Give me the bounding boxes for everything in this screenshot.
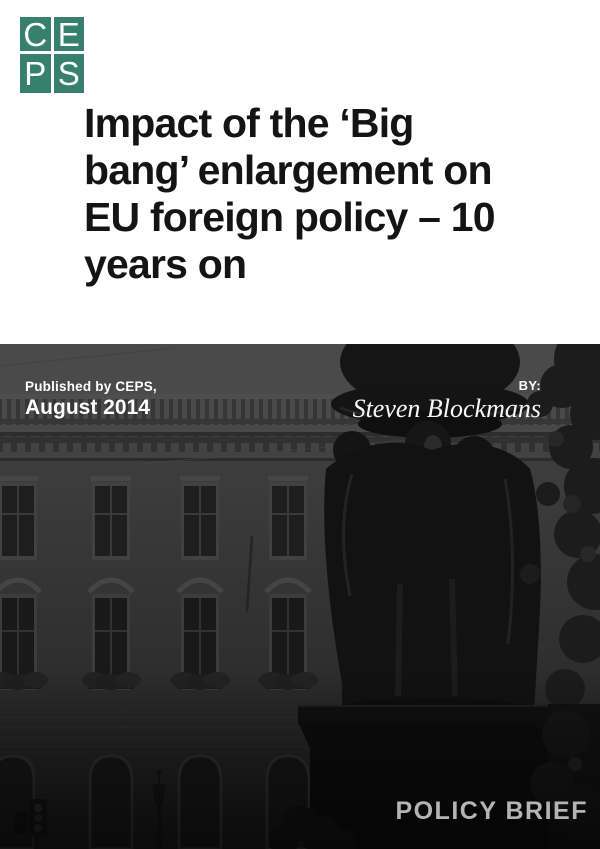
cover-title	[84, 100, 574, 288]
title-line-4: years on	[84, 241, 247, 287]
ceps-logo	[20, 17, 84, 93]
title-line-1: Impact of the ‘Big	[84, 100, 414, 146]
title-line-2: bang’ enlargement on	[84, 147, 492, 193]
publication-date: August 2014	[25, 396, 150, 419]
window	[0, 476, 38, 560]
logo-letter-e: E	[54, 17, 85, 51]
window	[91, 476, 131, 560]
author-name: Steven Blockmans	[352, 394, 541, 423]
logo-letter-s: S	[54, 54, 85, 93]
window	[180, 476, 220, 560]
published-by: Published by CEPS,	[25, 379, 157, 394]
policy-brief-banner: POLICY BRIEF	[395, 797, 588, 825]
publication-info	[25, 379, 157, 420]
window	[268, 476, 308, 560]
cover-photo	[0, 344, 600, 849]
by-label: BY:	[518, 378, 541, 393]
author-block	[353, 378, 541, 424]
logo-letter-c: C	[20, 17, 51, 51]
logo-letter-p: P	[20, 54, 51, 93]
title-line-3: EU foreign policy – 10	[84, 194, 495, 240]
